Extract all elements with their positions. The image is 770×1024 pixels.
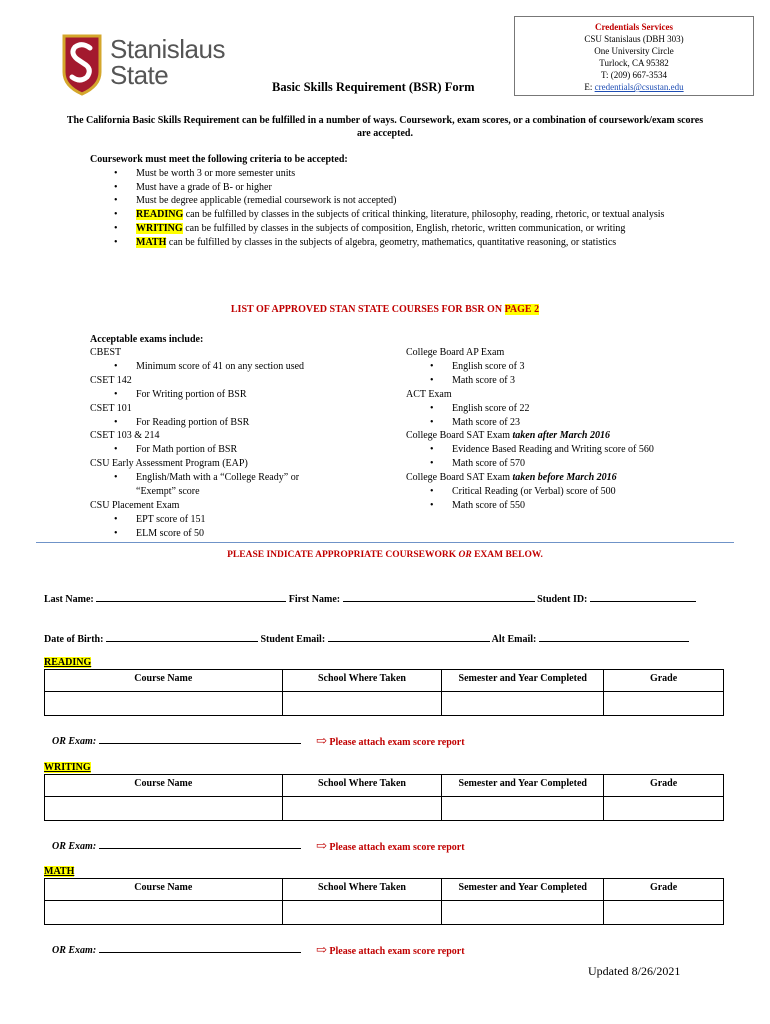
exam-name: CSU Placement Exam — [90, 499, 180, 511]
exam-criterion: • Minimum score of 41 on any section used — [90, 360, 390, 374]
exam-criterion: • Math score of 3 — [406, 374, 686, 388]
exam-name: ACT Exam — [406, 388, 452, 400]
reading-course-name-cell[interactable] — [45, 692, 283, 716]
credentials-email-link[interactable]: credentials@csustan.edu — [594, 82, 684, 92]
school-header: School Where Taken — [282, 775, 442, 797]
sat-after-label: College Board SAT Exam — [406, 430, 513, 442]
criteria-item-math — [90, 236, 690, 250]
intro-text: The California Basic Skills Requirement can be fulfilled in a number of ways. Coursework, exam scores, or a combination of coursework/exam scores are accepted. — [66, 115, 704, 139]
reading-attach-note — [316, 733, 465, 749]
criteria-list — [90, 167, 690, 249]
student-id-field[interactable] — [590, 592, 696, 602]
writing-criteria-text: can be fulfilled by classes in the subjects of composition, English, rhetoric, written communication, or writing — [182, 222, 626, 234]
course-name-header: Course Name — [45, 670, 283, 692]
exam-name: CSET 142 — [90, 374, 132, 386]
credentials-title: Credentials Services — [594, 22, 674, 32]
criteria-item: • Must have a grade of B- or higher — [90, 181, 690, 195]
math-school-cell[interactable] — [282, 901, 442, 925]
reading-or-exam-row — [52, 734, 301, 747]
exam-criterion: • For Reading portion of BSR — [90, 416, 390, 430]
math-criteria-text: can be fulfilled by classes in the subjects of algebra, geometry, mathematics, quantitative reasoning, or statistics — [166, 236, 617, 248]
please-or: OR — [458, 550, 472, 560]
alt-email-label: Alt Email: — [491, 634, 537, 645]
exam-criterion: • For Writing portion of BSR — [90, 388, 390, 402]
exam-criterion: • EPT score of 151 — [90, 513, 390, 527]
reading-course-table — [44, 669, 724, 716]
page-2-link[interactable]: PAGE 2 — [504, 304, 540, 315]
credentials-address-1: CSU Stanislaus (DBH 303) — [584, 34, 684, 44]
first-name-field[interactable] — [343, 592, 535, 602]
logo-wordmark — [110, 36, 225, 88]
dob-row — [44, 632, 689, 645]
writing-exam-field[interactable] — [99, 839, 301, 849]
last-name-row — [44, 592, 696, 605]
approved-text: LIST OF APPROVED STAN STATE COURSES FOR BSR ON — [230, 304, 505, 315]
math-semester-cell[interactable] — [442, 901, 604, 925]
writing-or-exam-row — [52, 839, 301, 852]
math-grade-cell[interactable] — [604, 901, 724, 925]
student-id-label: Student ID: — [537, 594, 588, 605]
semester-header: Semester and Year Completed — [442, 879, 604, 901]
exam-name: College Board AP Exam — [406, 347, 505, 358]
writing-school-cell[interactable] — [282, 797, 442, 821]
sat-before-label: College Board SAT Exam — [406, 472, 513, 484]
approved-courses-notice — [40, 304, 730, 315]
criteria-heading: Coursework must meet the following criteria to be accepted: — [90, 154, 348, 165]
criteria-item-writing — [90, 222, 690, 236]
exam-criterion: • Math score of 23 — [406, 416, 686, 430]
grade-header: Grade — [604, 879, 724, 901]
course-name-header: Course Name — [45, 879, 283, 901]
math-exam-field[interactable] — [99, 943, 301, 953]
last-name-field[interactable] — [96, 592, 286, 602]
reading-semester-cell[interactable] — [442, 692, 604, 716]
stanislaus-state-logo — [62, 34, 242, 96]
reading-exam-field[interactable] — [99, 734, 301, 744]
writing-grade-cell[interactable] — [604, 797, 724, 821]
exam-name: CSU Early Assessment Program (EAP) — [90, 458, 248, 470]
grade-header: Grade — [604, 670, 724, 692]
credentials-address-3: Turlock, CA 95382 — [599, 58, 669, 68]
writing-course-table — [44, 774, 724, 821]
criteria-item-reading — [90, 208, 690, 222]
exam-criterion: • Math score of 550 — [406, 499, 686, 513]
or-exam-label: OR Exam: — [52, 736, 97, 747]
exam-criterion: • Evidence Based Reading and Writing score of 560 — [406, 443, 686, 457]
or-exam-label: OR Exam: — [52, 945, 97, 956]
math-or-exam-row — [52, 943, 301, 956]
exams-right-column — [406, 346, 686, 513]
exam-name — [406, 429, 686, 443]
writing-course-name-cell[interactable] — [45, 797, 283, 821]
attach-text: Please attach exam score report — [329, 737, 465, 748]
exams-heading: Acceptable exams include: — [90, 334, 204, 345]
please-text-b: EXAM BELOW. — [471, 550, 543, 560]
semester-header: Semester and Year Completed — [442, 670, 604, 692]
shield-icon — [62, 34, 102, 96]
credentials-services-box — [514, 16, 754, 96]
exam-name — [406, 471, 686, 485]
credentials-phone: T: (209) 667-3534 — [600, 70, 668, 80]
attach-text: Please attach exam score report — [329, 946, 465, 957]
exam-criterion: • English/Math with a “College Ready” or “Exempt” score — [90, 471, 336, 499]
student-email-field[interactable] — [328, 632, 490, 642]
reading-criteria-text: can be fulfilled by classes in the subjects of critical thinking, literature, philosophy, reading, rhetoric, or textual analysis — [183, 209, 665, 221]
email-prefix: E: — [584, 82, 595, 92]
please-indicate-notice — [40, 550, 730, 560]
exam-criterion: • For Math portion of BSR — [90, 443, 390, 457]
sat-after-qualifier: taken after March 2016 — [512, 430, 610, 442]
math-course-table — [44, 878, 724, 925]
alt-email-field[interactable] — [539, 632, 689, 642]
first-name-label: First Name: — [288, 594, 341, 605]
exam-name: CSET 103 & 214 — [90, 430, 160, 442]
writing-section-heading: WRITING — [44, 762, 91, 773]
reading-tag: READING — [136, 209, 184, 221]
math-attach-note — [316, 942, 465, 958]
arrow-icon: ⇨ — [316, 838, 327, 853]
last-name-label: Last Name: — [44, 594, 94, 605]
reading-grade-cell[interactable] — [604, 692, 724, 716]
criteria-item: • Must be degree applicable (remedial coursework is not accepted) — [90, 194, 690, 208]
school-header: School Where Taken — [282, 879, 442, 901]
exam-name: CSET 101 — [90, 402, 132, 414]
student-email-label: Student Email: — [260, 634, 326, 645]
exam-criterion: • ELM score of 50 — [90, 527, 390, 541]
reading-school-cell[interactable] — [282, 692, 442, 716]
math-course-name-cell[interactable] — [45, 901, 283, 925]
math-tag: MATH — [136, 236, 167, 248]
logo-line-2: State — [110, 60, 169, 90]
dob-label: Date of Birth: — [44, 634, 104, 645]
semester-header: Semester and Year Completed — [442, 775, 604, 797]
reading-section-heading: READING — [44, 657, 92, 668]
criteria-item: • Must be worth 3 or more semester units — [90, 167, 690, 181]
exam-criterion: • Math score of 570 — [406, 457, 686, 471]
writing-attach-note — [316, 838, 465, 854]
form-title: Basic Skills Requirement (BSR) Form — [272, 80, 475, 94]
exam-criterion: • Critical Reading (or Verbal) score of 500 — [406, 485, 686, 499]
sat-before-qualifier: taken before March 2016 — [512, 472, 617, 484]
arrow-icon: ⇨ — [316, 942, 327, 957]
updated-date: Updated 8/26/2021 — [588, 964, 681, 978]
attach-text: Please attach exam score report — [329, 842, 465, 853]
or-exam-label: OR Exam: — [52, 841, 97, 852]
credentials-address-2: One University Circle — [594, 46, 674, 56]
exams-left-column — [90, 346, 390, 541]
exam-criterion: • English score of 22 — [406, 402, 686, 416]
dob-field[interactable] — [106, 632, 258, 642]
exam-criterion: • English score of 3 — [406, 360, 686, 374]
arrow-icon: ⇨ — [316, 733, 327, 748]
credentials-email-line — [515, 81, 753, 93]
exam-name: CBEST — [90, 347, 122, 358]
please-text-a: PLEASE INDICATE APPROPRIATE COURSEWORK — [227, 550, 459, 560]
writing-tag: WRITING — [136, 222, 183, 234]
grade-header: Grade — [604, 775, 724, 797]
course-name-header: Course Name — [45, 775, 283, 797]
writing-semester-cell[interactable] — [442, 797, 604, 821]
logo-line-1: Stanislaus — [110, 34, 225, 64]
school-header: School Where Taken — [282, 670, 442, 692]
math-section-heading: MATH — [44, 866, 75, 877]
section-divider — [36, 542, 734, 543]
